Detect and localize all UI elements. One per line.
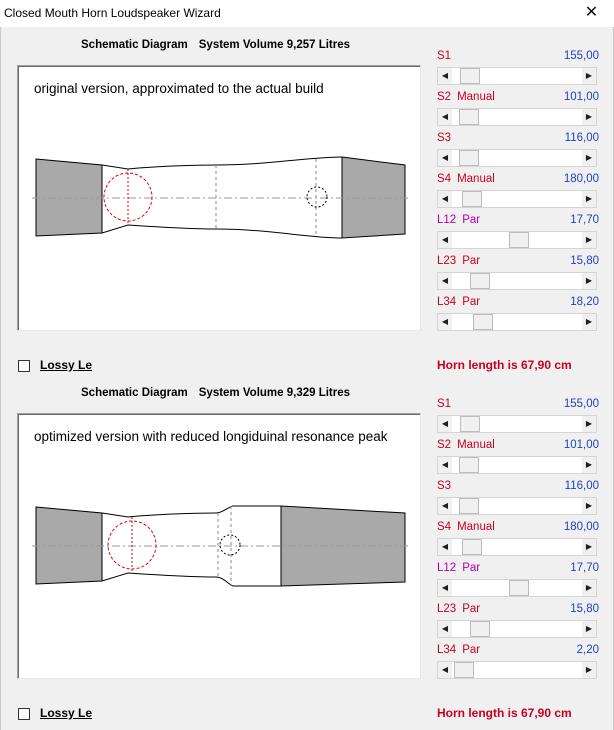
s4-scrollbar[interactable] — [437, 538, 597, 556]
slider-row-s4 — [437, 521, 599, 562]
slider-label: S4 Manual — [437, 173, 495, 185]
scroll-left-icon[interactable]: ◀ — [438, 109, 452, 125]
horn-outline-bottom — [102, 225, 342, 238]
slider-label: S2 Manual — [437, 91, 495, 103]
slider-row-s4 — [437, 173, 599, 214]
slider-row-s2 — [437, 91, 599, 132]
scroll-right-icon[interactable]: ▶ — [582, 109, 596, 125]
l12-scrollbar[interactable] — [437, 579, 597, 597]
l23-scrollbar[interactable] — [437, 620, 597, 638]
scroll-right-icon[interactable]: ▶ — [582, 314, 596, 330]
slider-value: 17,70 — [570, 214, 599, 226]
slider-label: S1 — [437, 398, 452, 410]
slider-value: 101,00 — [563, 91, 599, 103]
scroll-left-icon[interactable]: ◀ — [438, 580, 452, 596]
schematic-diagram — [17, 65, 421, 331]
scroll-left-icon[interactable]: ◀ — [438, 273, 452, 289]
horn-length-status: Horn length is 67,90 cm — [437, 358, 572, 372]
lossy-le-label[interactable]: Lossy Le — [40, 358, 93, 372]
lossy-le-label[interactable]: Lossy Le — [40, 706, 93, 720]
slider-row-l23 — [437, 603, 599, 644]
window-title: Closed Mouth Horn Loudspeaker Wizard — [4, 6, 221, 20]
l23-scrollbar[interactable] — [437, 272, 597, 290]
slider-row-l34 — [437, 644, 599, 685]
scroll-track[interactable] — [452, 68, 582, 84]
parameter-sliders — [437, 50, 599, 337]
parameter-sliders — [437, 398, 599, 685]
slider-value: 15,80 — [570, 255, 599, 267]
slider-label: L12 Par — [437, 214, 481, 226]
design-panel-optimized — [1, 375, 613, 725]
diagram-label: Schematic Diagram — [81, 39, 188, 51]
scroll-left-icon[interactable]: ◀ — [438, 416, 452, 432]
scroll-right-icon[interactable]: ▶ — [582, 150, 596, 166]
s2-scrollbar[interactable] — [437, 108, 597, 126]
l12-scrollbar[interactable] — [437, 231, 597, 249]
scroll-thumb[interactable] — [462, 539, 482, 555]
slider-label: L23 Par — [437, 603, 481, 615]
diagram-caption: optimized version with reduced longiduinal resonance peak — [34, 429, 388, 444]
scroll-right-icon[interactable]: ▶ — [582, 580, 596, 596]
slider-row-l12 — [437, 214, 599, 255]
scroll-track[interactable] — [452, 580, 582, 596]
scroll-track[interactable] — [452, 621, 582, 637]
system-volume-label: System Volume 9,329 Litres — [198, 387, 351, 399]
diagram-caption: original version, approximated to the actual build — [34, 81, 324, 96]
scroll-left-icon[interactable]: ◀ — [438, 662, 452, 678]
scroll-right-icon[interactable]: ▶ — [582, 621, 596, 637]
scroll-right-icon[interactable]: ▶ — [582, 539, 596, 555]
scroll-thumb[interactable] — [473, 314, 493, 330]
s1-scrollbar[interactable] — [437, 415, 597, 433]
slider-label: S3 — [437, 132, 452, 144]
title-bar — [0, 0, 614, 27]
s3-scrollbar[interactable] — [437, 149, 597, 167]
scroll-thumb[interactable] — [460, 68, 480, 84]
slider-row-s1 — [437, 398, 599, 439]
slider-value: 180,00 — [563, 173, 599, 185]
scroll-thumb[interactable] — [459, 457, 479, 473]
scroll-thumb[interactable] — [509, 232, 529, 248]
slider-label: L34 Par — [437, 296, 481, 308]
panel-header — [81, 387, 350, 399]
scroll-right-icon[interactable]: ▶ — [582, 662, 596, 678]
s1-scrollbar[interactable] — [437, 67, 597, 85]
scroll-track[interactable] — [452, 457, 582, 473]
scroll-thumb[interactable] — [470, 273, 490, 289]
s3-scrollbar[interactable] — [437, 497, 597, 515]
scroll-track[interactable] — [452, 109, 582, 125]
scroll-right-icon[interactable]: ▶ — [582, 191, 596, 207]
slider-label: L12 Par — [437, 562, 481, 574]
scroll-thumb[interactable] — [454, 662, 474, 678]
slider-label: S2 Manual — [437, 439, 495, 451]
scroll-left-icon[interactable]: ◀ — [438, 68, 452, 84]
s2-scrollbar[interactable] — [437, 456, 597, 474]
scroll-track[interactable] — [452, 539, 582, 555]
slider-row-s1 — [437, 50, 599, 91]
scroll-left-icon[interactable]: ◀ — [438, 621, 452, 637]
scroll-track[interactable] — [452, 150, 582, 166]
diagram-label: Schematic Diagram — [81, 387, 188, 399]
slider-value: 155,00 — [563, 50, 599, 62]
slider-row-s3 — [437, 132, 599, 173]
scroll-thumb[interactable] — [459, 498, 479, 514]
design-panel-original — [1, 27, 613, 377]
scroll-track[interactable] — [452, 498, 582, 514]
lossy-le-checkbox[interactable] — [18, 360, 30, 372]
slider-label: L34 Par — [437, 644, 481, 656]
scroll-right-icon[interactable]: ▶ — [582, 273, 596, 289]
scroll-left-icon[interactable]: ◀ — [438, 498, 452, 514]
panel-header — [81, 39, 350, 51]
scroll-thumb[interactable] — [470, 621, 490, 637]
scroll-right-icon[interactable]: ▶ — [582, 68, 596, 84]
scroll-left-icon[interactable]: ◀ — [438, 232, 452, 248]
scroll-left-icon[interactable]: ◀ — [438, 539, 452, 555]
l34-scrollbar[interactable] — [437, 661, 597, 679]
scroll-thumb[interactable] — [462, 191, 482, 207]
s4-scrollbar[interactable] — [437, 190, 597, 208]
scroll-thumb[interactable] — [459, 150, 479, 166]
slider-row-l34 — [437, 296, 599, 337]
horn-outline-bottom — [102, 573, 281, 586]
slider-value: 17,70 — [570, 562, 599, 574]
system-volume-label: System Volume 9,257 Litres — [198, 39, 351, 51]
slider-label: S4 Manual — [437, 521, 495, 533]
scroll-track[interactable] — [452, 191, 582, 207]
scroll-left-icon[interactable]: ◀ — [438, 314, 452, 330]
panel-footer — [1, 357, 613, 377]
slider-label: S3 — [437, 480, 452, 492]
horn-schematic — [18, 414, 421, 679]
slider-value: 116,00 — [564, 132, 599, 144]
slider-row-s2 — [437, 439, 599, 480]
schematic-diagram — [17, 413, 421, 679]
horn-length-status: Horn length is 67,90 cm — [437, 706, 572, 720]
horn-outline-top — [102, 506, 281, 517]
panel-footer — [1, 705, 613, 725]
close-icon[interactable]: ✕ — [584, 4, 599, 21]
scroll-right-icon[interactable]: ▶ — [582, 416, 596, 432]
lossy-le-checkbox[interactable] — [18, 708, 30, 720]
scroll-thumb[interactable] — [460, 416, 480, 432]
port-circle — [220, 535, 240, 555]
scroll-right-icon[interactable]: ▶ — [582, 232, 596, 248]
slider-value: 18,20 — [570, 296, 599, 308]
slider-value: 101,00 — [563, 439, 599, 451]
scroll-thumb[interactable] — [509, 580, 529, 596]
scroll-track[interactable] — [452, 273, 582, 289]
slider-value: 15,80 — [570, 603, 599, 615]
slider-value: 180,00 — [563, 521, 599, 533]
scroll-left-icon[interactable]: ◀ — [438, 457, 452, 473]
scroll-track[interactable] — [452, 662, 582, 678]
scroll-track[interactable] — [452, 416, 582, 432]
slider-row-l12 — [437, 562, 599, 603]
scroll-track[interactable] — [452, 232, 582, 248]
port-circle — [307, 187, 327, 207]
slider-row-l23 — [437, 255, 599, 296]
wizard-client-area — [0, 27, 614, 730]
scroll-left-icon[interactable]: ◀ — [438, 191, 452, 207]
slider-value: 116,00 — [564, 480, 599, 492]
scroll-left-icon[interactable]: ◀ — [438, 150, 452, 166]
horn-outline-top — [102, 157, 342, 169]
scroll-right-icon[interactable]: ▶ — [582, 498, 596, 514]
slider-label: S1 — [437, 50, 452, 62]
scroll-thumb[interactable] — [459, 109, 479, 125]
l34-scrollbar[interactable] — [437, 313, 597, 331]
horn-schematic — [18, 66, 421, 331]
slider-label: L23 Par — [437, 255, 481, 267]
scroll-right-icon[interactable]: ▶ — [582, 457, 596, 473]
slider-row-s3 — [437, 480, 599, 521]
slider-value: 2,20 — [576, 644, 599, 656]
slider-value: 155,00 — [563, 398, 599, 410]
scroll-track[interactable] — [452, 314, 582, 330]
